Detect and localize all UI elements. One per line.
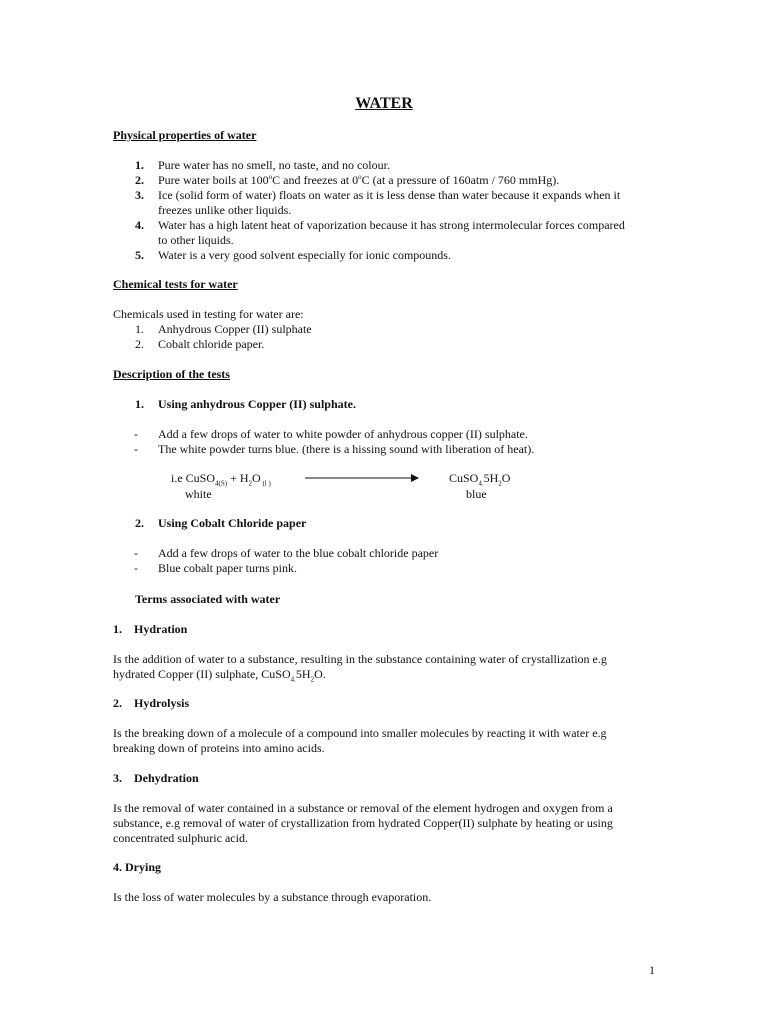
term-definition: breaking down of proteins into amino acids. <box>113 741 325 755</box>
reaction-arrow-icon <box>305 471 419 485</box>
term-definition: concentrated sulphuric acid. <box>113 831 248 845</box>
equation-product: $CuSO_{4.}5H_2O$ <box>449 471 511 488</box>
document-title: WATER <box>355 95 413 112</box>
equation-reactants: i.e CuSO$_{4(S)}$ + $H_2O$ $_{(l )}$ <box>171 471 271 488</box>
list-item-text: Pure water boils at 100$^o$C and freezes at 0$^o$C (at a pressure of 160atm / 760 mmHg). <box>158 173 560 187</box>
term-title-dehydration: 3. Dehydration <box>113 771 199 785</box>
list-number: 1. <box>135 158 144 172</box>
term-title-hydration: 1. Hydration <box>113 622 188 636</box>
test-number: 2. <box>135 516 144 530</box>
term-definition: Is the breaking down of a molecule of a compound into smaller molecules by reacting it with water e.g <box>113 726 607 740</box>
test-number: 1. <box>135 397 144 411</box>
term-title-drying: 4. Drying <box>113 860 161 874</box>
list-number: 5. <box>135 248 144 262</box>
chemical-tests-intro: Chemicals used in testing for water are: <box>113 307 304 321</box>
list-number: 2. <box>135 337 144 351</box>
bullet-dash: - <box>134 427 138 441</box>
term-title-hydrolysis: 2. Hydrolysis <box>113 696 190 710</box>
bullet-dash: - <box>134 442 138 456</box>
bullet-text: The white powder turns blue. (there is a hissing sound with liberation of heat). <box>158 442 535 456</box>
term-definition: Is the loss of water molecules by a substance through evaporation. <box>113 890 432 904</box>
product-colour-label: blue <box>466 487 487 501</box>
description-heading: Description of the tests <box>113 367 230 381</box>
list-number: 2. <box>135 173 144 187</box>
test-title: Using Cobalt Chloride paper <box>158 516 307 530</box>
bullet-dash: - <box>134 561 138 575</box>
reactant-colour-label: white <box>185 487 212 501</box>
term-definition: Is the removal of water contained in a substance or removal of the element hydrogen and oxygen from a <box>113 801 613 815</box>
test-title: Using anhydrous Copper (II) sulphate. <box>158 397 356 411</box>
bullet-dash: - <box>134 546 138 560</box>
page-number: 1 <box>649 963 655 977</box>
term-definition: Is the addition of water to a substance, resulting in the substance containing water of crystallization e.g <box>113 652 607 666</box>
list-number: 1. <box>135 322 144 336</box>
list-item-text: Pure water has no smell, no taste, and no colour. <box>158 158 390 172</box>
physical-properties-heading: Physical properties of water <box>113 128 257 142</box>
list-item-text: Anhydrous Copper (II) sulphate <box>158 322 312 336</box>
terms-heading: Terms associated with water <box>135 592 281 606</box>
list-item-text: Water has a high latent heat of vaporization because it has strong intermolecular forces compared <box>158 218 625 232</box>
bullet-text: Blue cobalt paper turns pink. <box>158 561 297 575</box>
bullet-text: Add a few drops of water to the blue cobalt chloride paper <box>158 546 439 560</box>
list-item-text: Ice (solid form of water) floats on water as it is less dense than water because it expands when it <box>158 188 621 202</box>
term-definition: substance, e.g removal of water of crystallization from hydrated Copper(II) sulphate by heating or using <box>113 816 613 830</box>
list-item-text: to other liquids. <box>158 233 234 247</box>
term-definition: hydrated Copper (II) sulphate, $CuSO_{4.}5H_2O$. <box>113 667 326 684</box>
list-item-text: Cobalt chloride paper. <box>158 337 265 351</box>
chemical-tests-heading: Chemical tests for water <box>113 277 238 291</box>
bullet-text: Add a few drops of water to white powder of anhydrous copper (II) sulphate. <box>158 427 528 441</box>
list-number: 4. <box>135 218 144 232</box>
list-item-text: Water is a very good solvent especially for ionic compounds. <box>158 248 451 262</box>
list-number: 3. <box>135 188 144 202</box>
list-item-text: freezes unlike other liquids. <box>158 203 292 217</box>
